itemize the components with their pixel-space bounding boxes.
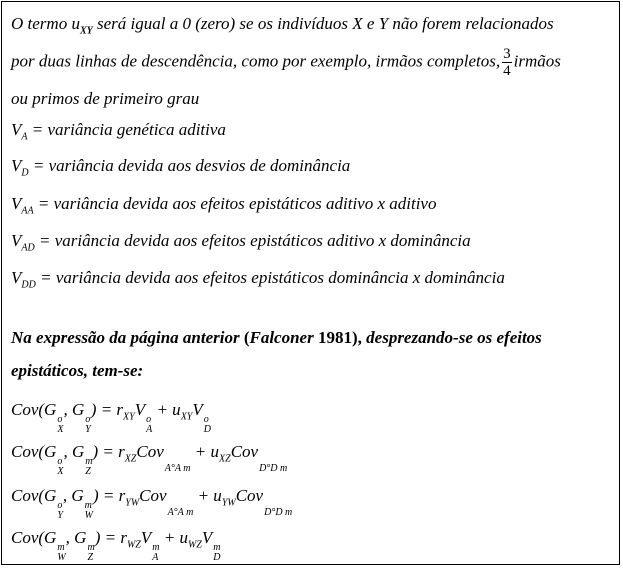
equation-text: , G xyxy=(65,528,87,547)
equation-text: Cov xyxy=(139,486,167,505)
equation-text: Cov(G xyxy=(11,400,57,419)
equation-text: ) = r xyxy=(92,442,125,461)
fraction-numerator: 3 xyxy=(503,46,511,62)
equation-text: Cov(G xyxy=(11,486,57,505)
subscript: X xyxy=(57,424,64,435)
equation-line xyxy=(11,400,211,435)
subscript: D xyxy=(203,424,211,435)
superscript: m xyxy=(84,500,92,511)
super-sub xyxy=(85,501,93,521)
super-sub xyxy=(146,415,152,435)
definition-line xyxy=(11,268,505,290)
equation-text: Cov xyxy=(230,442,259,461)
subscript: Z xyxy=(85,466,91,477)
intro-line-3: ou primos de primeiro grau xyxy=(11,89,200,108)
note-line-1 xyxy=(11,328,542,348)
superscript: m xyxy=(213,542,221,553)
intro-text: será igual a 0 (zero) se os indivíduos X e Y não forem relacionados xyxy=(96,14,554,33)
equation-line xyxy=(11,486,292,521)
equation-text: Cov xyxy=(235,486,264,505)
fraction-denominator: 4 xyxy=(503,63,511,79)
equation-text: Cov(G xyxy=(11,442,57,461)
subscript: A°A m xyxy=(167,507,194,518)
equation-text: + u xyxy=(194,442,220,461)
equation-text: ) = r xyxy=(93,486,126,505)
subscript: AA xyxy=(21,205,34,217)
subscript: XY xyxy=(79,25,93,37)
note-year: 1981), xyxy=(317,328,362,347)
definition-text: = variância devida aos efeitos epistáticos aditivo x aditivo xyxy=(37,194,437,213)
subscript: A xyxy=(152,552,159,563)
definition-text: = variância devida aos efeitos epistáticos dominância x dominância xyxy=(40,268,505,287)
superscript: m xyxy=(87,542,95,553)
subscript: A xyxy=(146,424,153,435)
super-sub xyxy=(57,543,65,563)
subscript: Y xyxy=(57,510,63,521)
variable: V xyxy=(11,231,22,250)
subscript: W xyxy=(84,510,94,521)
intro-line-2 xyxy=(11,46,613,79)
subscript: XZ xyxy=(124,453,137,465)
note-text: ( xyxy=(243,328,250,347)
definition-line xyxy=(11,231,471,253)
intro-text: O termo u xyxy=(11,14,80,33)
definition-line xyxy=(11,120,226,142)
variable: V xyxy=(11,120,22,139)
superscript: o xyxy=(203,414,209,425)
subscript: YW xyxy=(221,497,236,509)
definition-text: = variância genética aditiva xyxy=(31,120,226,139)
subscript: AD xyxy=(21,242,35,254)
superscript: o xyxy=(57,500,63,511)
subscript: XZ xyxy=(219,453,231,465)
superscript: m xyxy=(85,456,93,467)
equation-text: , G xyxy=(62,486,84,505)
variable: V xyxy=(11,156,22,175)
definition-text: = variância devida aos efeitos epistáticos aditivo x dominância xyxy=(38,231,471,250)
super-sub xyxy=(264,508,292,518)
super-sub xyxy=(259,464,287,474)
subscript: D xyxy=(21,167,29,179)
super-sub xyxy=(213,543,220,563)
equation-text: V xyxy=(134,400,146,419)
subscript: D°D m xyxy=(264,507,293,518)
super-sub xyxy=(165,464,191,474)
subscript: WZ xyxy=(126,539,141,551)
equation-text: , G xyxy=(63,400,85,419)
variable: V xyxy=(11,268,22,287)
subscript: YW xyxy=(125,497,140,509)
subscript: A°A m xyxy=(164,463,191,474)
equation-text: Cov xyxy=(136,442,164,461)
super-sub xyxy=(204,415,211,435)
variable: V xyxy=(11,194,22,213)
superscript: m xyxy=(57,542,65,553)
note-text: Na expressão da página anterior xyxy=(11,328,240,347)
superscript: m xyxy=(152,542,160,553)
subscript: D xyxy=(213,552,221,563)
definition-line xyxy=(11,156,350,178)
superscript: o xyxy=(146,414,152,425)
equation-text: + u xyxy=(156,400,181,419)
equation-text: V xyxy=(201,528,213,547)
equation-text: + u xyxy=(163,528,188,547)
subscript: XY xyxy=(123,411,135,423)
equation-text: V xyxy=(192,400,203,419)
definition-line xyxy=(11,194,436,216)
equation-text: ) = r xyxy=(94,528,127,547)
equation-line xyxy=(11,442,287,477)
intro-text: irmãos xyxy=(513,51,561,71)
equation-line xyxy=(11,528,220,563)
note-text: desprezando-se os efeitos xyxy=(366,328,542,347)
document-box xyxy=(1,1,620,565)
equation-text: V xyxy=(140,528,152,547)
note-line-2: epistáticos, tem-se: xyxy=(11,361,144,380)
subscript: WZ xyxy=(187,539,202,551)
note-author: Falconer xyxy=(249,328,314,347)
superscript: o xyxy=(57,414,63,425)
equation-text: ) = r xyxy=(90,400,124,419)
subscript: D°D m xyxy=(259,463,288,474)
subscript: Y xyxy=(85,424,91,435)
equation-text: , G xyxy=(63,442,85,461)
subscript: X xyxy=(57,466,64,477)
subscript: A xyxy=(21,131,28,143)
equation-text: + u xyxy=(197,486,222,505)
superscript: o xyxy=(85,414,91,425)
intro-line-1 xyxy=(11,14,613,36)
intro-text: por duas linhas de descendência, como por exemplo, irmãos completos, xyxy=(11,51,501,71)
subscript: W xyxy=(57,552,66,563)
super-sub xyxy=(152,543,159,563)
super-sub xyxy=(87,543,94,563)
subscript: DD xyxy=(21,279,36,291)
super-sub xyxy=(168,508,194,518)
subscript: XY xyxy=(180,411,193,423)
fraction xyxy=(502,46,512,79)
superscript: o xyxy=(57,456,63,467)
equation-text: Cov(G xyxy=(11,528,57,547)
definition-text: = variância devida aos desvios de dominância xyxy=(32,156,351,175)
subscript: Z xyxy=(87,552,94,563)
